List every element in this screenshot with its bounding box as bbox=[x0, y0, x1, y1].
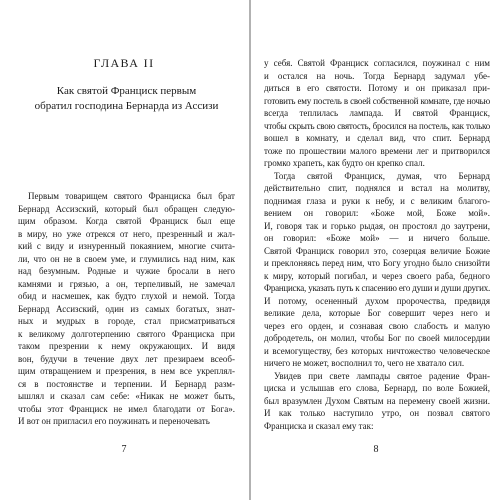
text-line: у себя. Святой Франциск согласился, поужинал с ним bbox=[264, 58, 490, 68]
text-line: обид и насмешек, как будто глухой и немой. Тогда bbox=[18, 291, 235, 301]
text-line: ли, что он не в своем уме, и глумились над ним, как bbox=[18, 253, 235, 264]
text-line: поднимая глаза и руки к небу, и с великим благого- bbox=[264, 195, 490, 206]
text-line: громко храпеть, как будто он крепко спал. bbox=[264, 158, 425, 168]
chapter-subtitle-line: Как святой Франциск первым bbox=[56, 85, 197, 97]
text-line: И вот он пригласил его поужинать и переночевать bbox=[18, 416, 210, 426]
text-line: ышлял и сказал сам себе: «Никак не может быть, bbox=[18, 391, 235, 401]
text-line: всегда теплилась лампада. И святой Франциск, bbox=[264, 108, 490, 118]
text-line: щим отвращением и презрения, в нем все укреплял- bbox=[18, 366, 235, 376]
text-line: вон, будучи в течение двух лет презираем всеоб- bbox=[18, 353, 235, 364]
text-line: и всемогуществу, без которых ничтожество человеческое bbox=[264, 345, 490, 356]
text-line: ничего не может, восполнил то, чего не хватало сил. bbox=[264, 358, 465, 368]
text-line: И потому, осененный духом пророчества, предвидя bbox=[264, 295, 490, 306]
text-line: таком презрении к нему окружающих. И видя bbox=[18, 341, 235, 351]
text-line: он говорил: «Боже мой» — и ничего больше. bbox=[264, 233, 490, 243]
text-line: вением он говорил: «Боже мой, Боже мой». bbox=[264, 208, 490, 218]
text-line: добродетель, он молил, чтобы Бог по своей милосердии bbox=[264, 333, 490, 343]
text-line: И, говоря так и горько рыдая, он простоял до заутрени, bbox=[264, 220, 490, 231]
text-line: Тогда святой Франциск, думая, что Бернард bbox=[274, 170, 490, 181]
text-line: Бернард Ассизский, который был обращен следую- bbox=[18, 203, 235, 214]
page-number-left: 7 bbox=[121, 444, 127, 455]
text-line: и остался на ночь. Тогда Бернард задумал убе- bbox=[264, 70, 490, 81]
text-line: через его орден, и сознавая свою слабость и малую bbox=[264, 320, 490, 331]
text-line: к миру, который погибал, и через своего раба, бедного bbox=[264, 270, 490, 281]
text-line: готовить ему постель в своей собственной комнате, где ночью bbox=[264, 95, 490, 106]
right-body-text bbox=[264, 57, 490, 432]
book-gutter bbox=[249, 0, 251, 500]
text-line: диться в его святости. Потому и он приказал при- bbox=[264, 83, 490, 93]
chapter-title: ГЛАВА II bbox=[93, 56, 155, 70]
page-number-right: 8 bbox=[373, 444, 379, 455]
text-line: над безумным. Родные и чужие бросали в него bbox=[18, 266, 235, 276]
text-line: кий с виду и изнуренный покаянием, многие счита- bbox=[18, 241, 235, 251]
text-line: ся в постоянстве и терпении. И Бернард разм- bbox=[18, 378, 235, 389]
text-line: камнями и грязью, а он, терпеливый, не замечал bbox=[18, 278, 235, 289]
text-line: щим образом. Когда святой Франциск был еще bbox=[18, 216, 235, 226]
text-line: Первым товарищем святого Франциска был брат bbox=[28, 191, 235, 201]
text-line: И как только наступило утро, он позвал святого bbox=[264, 408, 490, 418]
text-line: великие дела, которые Бог совершит через него и bbox=[264, 308, 490, 318]
text-line: ных и мудрых в городе, стал присматриваться bbox=[18, 316, 235, 326]
text-line: тоже по прошествии малого времени лег и притворился bbox=[264, 145, 490, 156]
text-line: Святой Франциск говорил это, созерцая величие Божие bbox=[264, 245, 490, 256]
text-line: действительно спит, поднялся и встал на молитву, bbox=[264, 183, 490, 193]
text-line: циска и услышав его слова, Бернард, по воле Божией, bbox=[264, 383, 490, 393]
text-line: чтобы этот Франциск не имел благодати от Бога». bbox=[18, 403, 235, 414]
text-line: и преклоняясь перед ним, что Богу угодно было снизойти bbox=[264, 258, 490, 268]
left-body-text bbox=[18, 190, 235, 428]
text-line: Увидев при свете лампады святое радение Фран- bbox=[274, 370, 490, 381]
text-line: был вразумлен Духом Святым на перемену своей жизни. bbox=[264, 395, 490, 406]
text-line: чтобы скрыть свою святость, бросился на постель, как только bbox=[264, 120, 490, 131]
text-line: вошел в комнату, и сделал вид, что спит. Бернард bbox=[264, 133, 490, 143]
text-line: в миру, но уже отрекся от него, презренный и жал- bbox=[18, 228, 235, 239]
chapter-subtitle-line: обратил господина Бернарда из Ассизи bbox=[34, 99, 219, 112]
chapter-subtitle bbox=[18, 84, 235, 113]
text-line: Франциска, указать путь к спасению его души и души других. bbox=[264, 283, 490, 293]
text-line: Франциска и сказал ему так: bbox=[264, 420, 374, 431]
text-line: Бернард Ассизский, один из самых богатых, знат- bbox=[18, 303, 235, 314]
text-line: к великому долготерпению святого Франциска при bbox=[18, 328, 235, 339]
